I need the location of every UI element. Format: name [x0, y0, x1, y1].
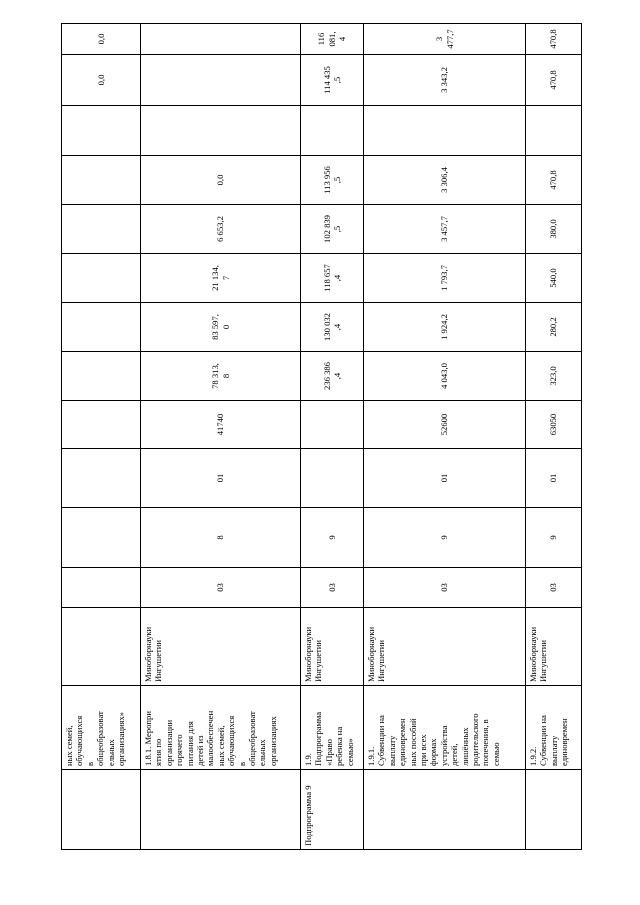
measure-name-cell: ных семей, обучающихся в общеобразоват ельных организациях» — [62, 686, 141, 770]
year-2015-cell — [62, 303, 141, 352]
table-row — [301, 24, 364, 850]
year-2018-cell: 470,8 — [526, 156, 582, 205]
year-2021-cell: 116 081, 4 — [301, 24, 364, 55]
year-2014-cell: 236 386 ,4 — [301, 352, 364, 401]
year-2017-cell: 380,0 — [526, 205, 582, 254]
year-2020-cell — [141, 55, 301, 106]
year-2021-cell: 470,8 — [526, 24, 582, 55]
executor-cell: Миноборнауки Ингушетии — [141, 608, 301, 686]
year-2015-cell: 280,2 — [526, 303, 582, 352]
year-2016-cell: 540,0 — [526, 254, 582, 303]
csr-cell — [301, 401, 364, 449]
measure-name-cell: 1.9. Подпрограмма «Право ребенка на семью» — [301, 686, 364, 770]
rz-cell: 9 — [526, 508, 582, 568]
year-2017-cell: 6 653,2 — [141, 205, 301, 254]
csr-cell: 63050 — [526, 401, 582, 449]
pr-cell: 01 — [526, 449, 582, 508]
year-2020-cell: 3 343,2 — [364, 55, 526, 106]
budget-table — [61, 23, 582, 850]
year-2017-cell — [62, 205, 141, 254]
table-row — [141, 24, 301, 850]
measure-name-cell: 1.9.2. Субвенции на выплату единовремен — [526, 686, 582, 770]
year-2019-cell — [141, 106, 301, 156]
grbs-cell: 03 — [364, 568, 526, 608]
rotated-page — [61, 24, 581, 850]
year-2020-cell: 470,8 — [526, 55, 582, 106]
subprogram-cell: Подпрограмма 9 — [301, 770, 364, 850]
year-2019-cell — [301, 106, 364, 156]
year-2016-cell: 118 657 ,4 — [301, 254, 364, 303]
subprogram-cell — [364, 770, 526, 850]
grbs-cell: 03 — [301, 568, 364, 608]
table-row — [526, 24, 582, 850]
rz-cell — [62, 508, 141, 568]
year-2014-cell — [62, 352, 141, 401]
year-2014-cell: 323,0 — [526, 352, 582, 401]
pr-cell: 01 — [364, 449, 526, 508]
measure-name-cell: 1.8.1. Меропри ятия по организации горячего питания для детей из малообеспечен ных семей, обучающихся в общеобразоват ельных организациях — [141, 686, 301, 770]
table-row — [62, 24, 141, 850]
year-2019-cell — [364, 106, 526, 156]
year-2018-cell: 113 956 ,5 — [301, 156, 364, 205]
csr-cell: 41740 — [141, 401, 301, 449]
csr-cell: 52600 — [364, 401, 526, 449]
year-2015-cell: 130 032 ,4 — [301, 303, 364, 352]
year-2014-cell: 78 313, 8 — [141, 352, 301, 401]
csr-cell — [62, 401, 141, 449]
rz-cell: 9 — [301, 508, 364, 568]
rz-cell: 8 — [141, 508, 301, 568]
executor-cell: Миноборнауки Ингушетии — [364, 608, 526, 686]
year-2020-cell: 114 435 ,5 — [301, 55, 364, 106]
grbs-cell: 03 — [141, 568, 301, 608]
year-2019-cell — [62, 106, 141, 156]
year-2017-cell: 3 457,7 — [364, 205, 526, 254]
measure-name-cell: 1.9.1. Субвенции на выплату единовремен ных пособий при всех формах устройства детей, лишённых родительского попечения, в семью — [364, 686, 526, 770]
executor-cell: Миноборнауки Ингушетии — [526, 608, 582, 686]
year-2016-cell: 1 793,7 — [364, 254, 526, 303]
year-2015-cell: 83 597, 0 — [141, 303, 301, 352]
pr-cell — [62, 449, 141, 508]
year-2020-cell: 0,0 — [62, 55, 141, 106]
year-2018-cell — [62, 156, 141, 205]
year-2021-cell: 3 477,7 — [364, 24, 526, 55]
year-2021-cell — [141, 24, 301, 55]
executor-cell — [62, 608, 141, 686]
pr-cell: 01 — [141, 449, 301, 508]
year-2018-cell: 0,0 — [141, 156, 301, 205]
subprogram-cell — [62, 770, 141, 850]
year-2018-cell: 3 306,4 — [364, 156, 526, 205]
year-2019-cell — [526, 106, 582, 156]
grbs-cell — [62, 568, 141, 608]
year-2014-cell: 4 043,0 — [364, 352, 526, 401]
year-2016-cell: 21 134, 7 — [141, 254, 301, 303]
year-2016-cell — [62, 254, 141, 303]
grbs-cell: 03 — [526, 568, 582, 608]
year-2015-cell: 1 924,2 — [364, 303, 526, 352]
executor-cell: Миноборнауки Ингушетии — [301, 608, 364, 686]
subprogram-cell — [526, 770, 582, 850]
rz-cell: 9 — [364, 508, 526, 568]
subprogram-cell — [141, 770, 301, 850]
table-row — [364, 24, 526, 850]
year-2021-cell: 0,0 — [62, 24, 141, 55]
pr-cell — [301, 449, 364, 508]
year-2017-cell: 102 839 ,5 — [301, 205, 364, 254]
